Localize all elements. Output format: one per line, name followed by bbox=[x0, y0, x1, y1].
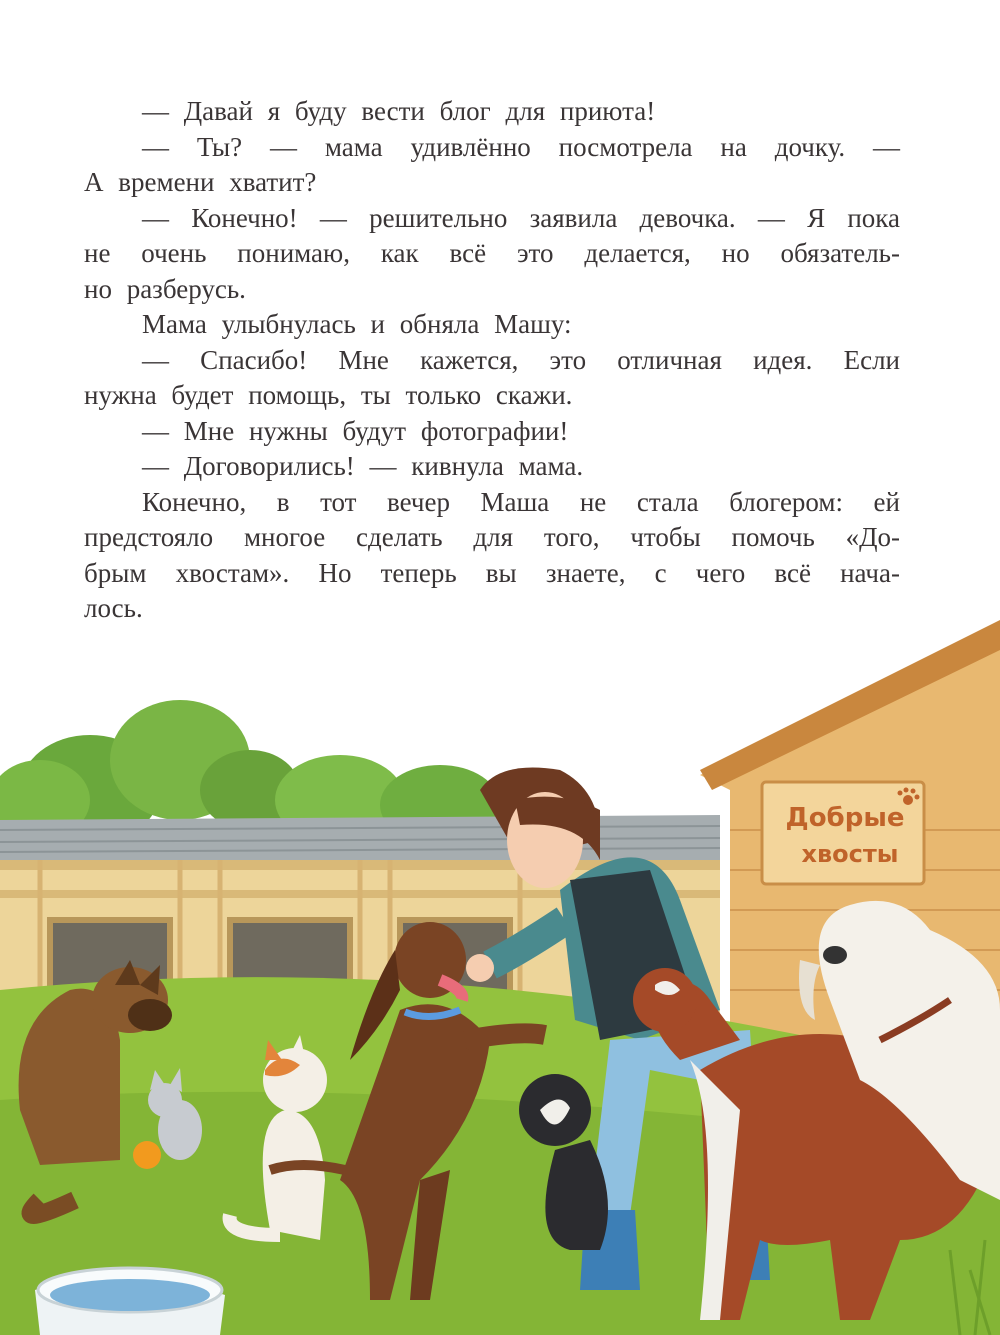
text-line: лось. bbox=[84, 593, 143, 623]
text-line: не очень понимаю, как всё это делается, но обязатель- bbox=[84, 238, 900, 268]
water-bucket bbox=[35, 1268, 225, 1335]
sign-title: Добрые bbox=[785, 803, 905, 833]
ball bbox=[133, 1141, 161, 1169]
text-line: нужна будет помощь, ты только скажи. bbox=[84, 380, 573, 410]
text-line: — Ты? — мама удивлённо посмотрела на дочку. — bbox=[142, 131, 900, 162]
sign-subtitle: хвосты bbox=[801, 840, 899, 868]
shelter-illustration bbox=[0, 600, 1000, 1335]
text-line: — Давай я буду вести блог для приюта! bbox=[142, 96, 656, 126]
text-line: Мама улыбнулась и обняла Машу: bbox=[142, 309, 572, 339]
shelter-sign bbox=[762, 782, 924, 884]
text-line: — Мне нужны будут фотографии! bbox=[142, 415, 569, 446]
text-line: — Спасибо! Мне кажется, это отличная идея. Если bbox=[142, 344, 900, 375]
text-line: — Договорились! — кивнула мама. bbox=[142, 451, 584, 481]
text-line: предстояло многое сделать для того, чтобы помочь «До- bbox=[84, 522, 900, 552]
text-line: но разберусь. bbox=[84, 273, 246, 304]
story-text bbox=[84, 94, 900, 627]
text-line: брым хвостам». Но теперь вы знаете, с чего всё нача- bbox=[84, 557, 900, 588]
text-line: Конечно, в тот вечер Маша не стала блогером: ей bbox=[142, 486, 900, 517]
text-line: А времени хватит? bbox=[84, 167, 317, 197]
text-line: — Конечно! — решительно заявила девочка. — Я пока bbox=[142, 202, 900, 233]
